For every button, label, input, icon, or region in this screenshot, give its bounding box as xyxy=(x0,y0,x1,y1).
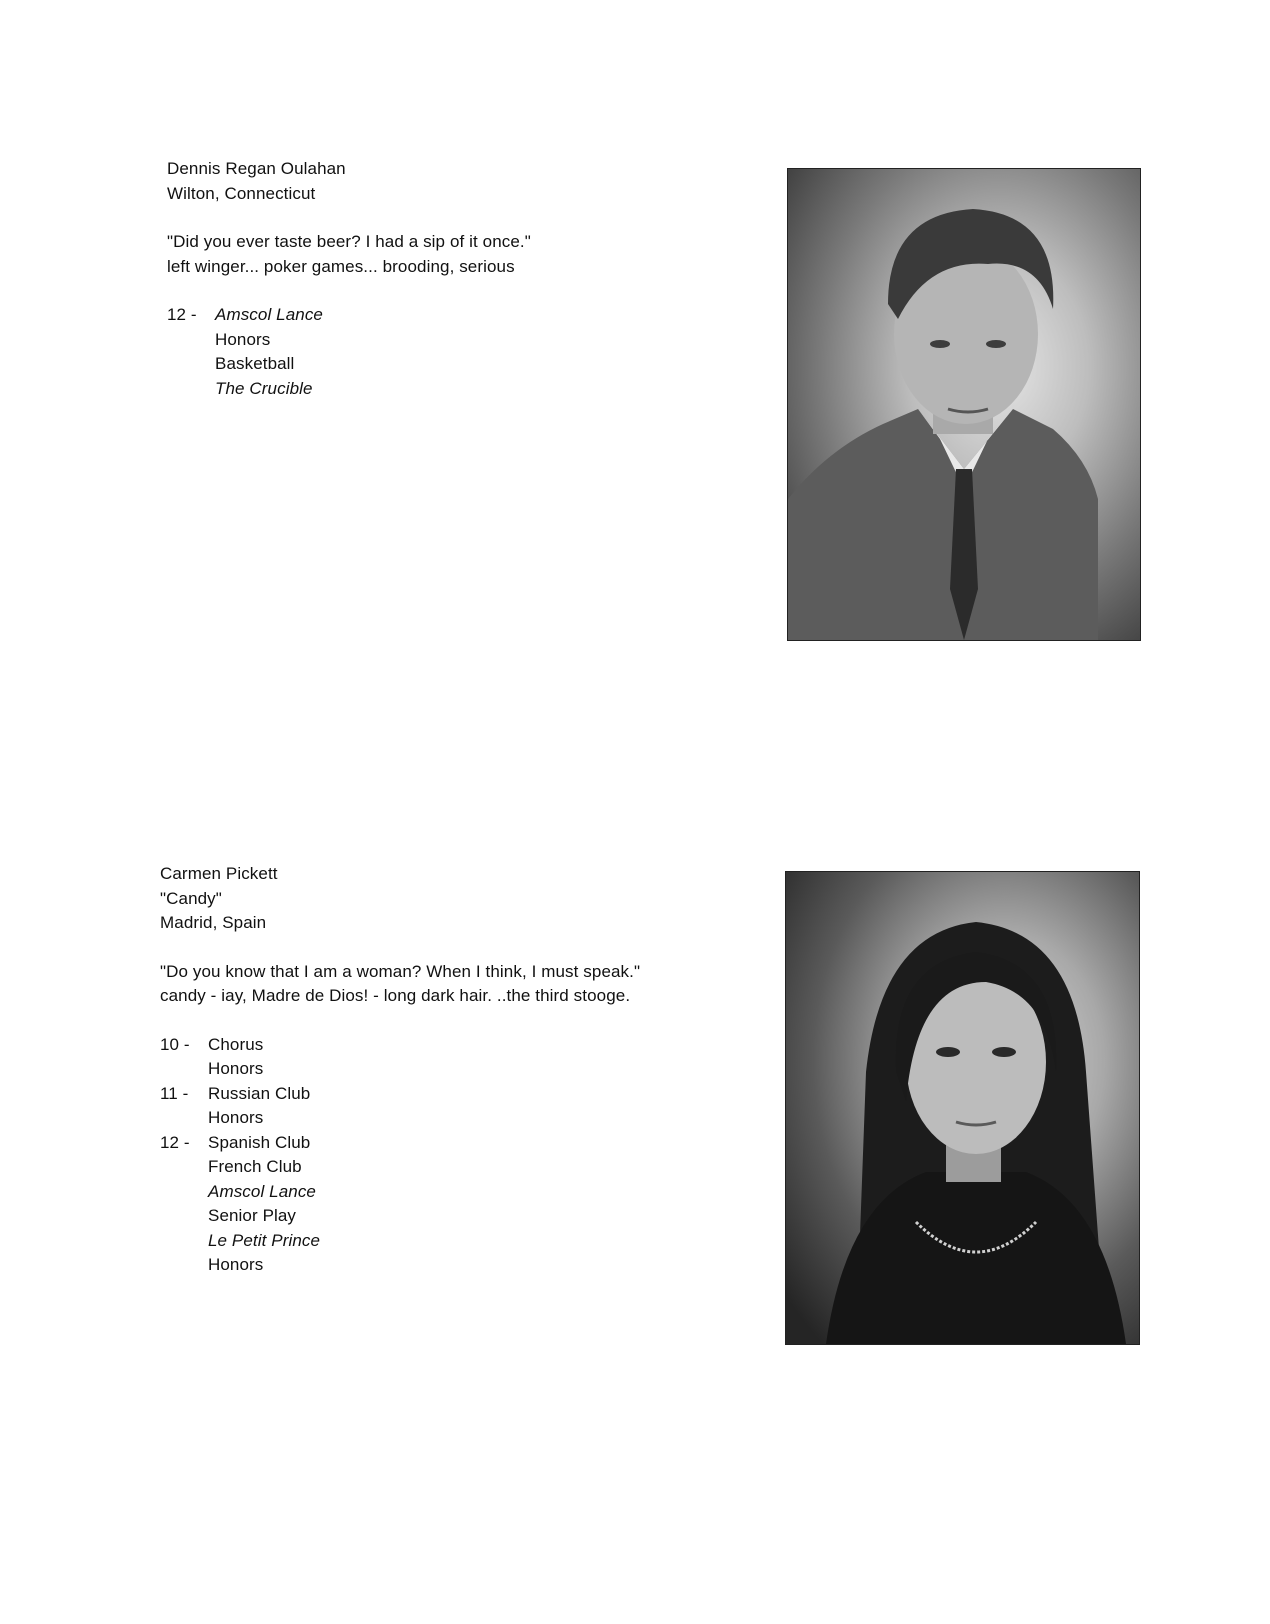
activity-year xyxy=(160,1204,208,1229)
portrait-photo-pickett xyxy=(785,871,1140,1345)
portrait-photo-icon xyxy=(788,169,1140,640)
student-descriptors: candy - iay, Madre de Dios! - long dark hair. ..the third stooge. xyxy=(160,986,631,1005)
student-name: Carmen Pickett xyxy=(160,864,278,883)
student-name: Dennis Regan Oulahan xyxy=(167,159,346,178)
student-quote: "Do you know that I am a woman? When I think, I must speak." xyxy=(160,961,641,981)
activity-item: Le Petit Prince xyxy=(208,1230,321,1250)
student-hometown: Madrid, Spain xyxy=(160,913,267,932)
activity-item: Spanish Club xyxy=(208,1132,311,1152)
activities-list xyxy=(160,1033,640,1278)
portrait-photo-icon xyxy=(786,872,1139,1344)
activity-item: Basketball xyxy=(215,354,295,373)
student-descriptors: left winger... poker games... brooding, serious xyxy=(167,256,515,276)
activity-item: Chorus xyxy=(208,1034,264,1054)
activity-item: Senior Play xyxy=(208,1206,297,1225)
activity-year xyxy=(160,1253,208,1278)
activity-year xyxy=(167,328,215,353)
activity-year xyxy=(160,1229,208,1254)
activities-list xyxy=(167,303,531,401)
activity-item: Honors xyxy=(208,1059,264,1078)
activity-item: French Club xyxy=(208,1157,302,1176)
activity-item: Honors xyxy=(208,1108,264,1127)
activity-year xyxy=(167,377,215,402)
activity-item: Amscol Lance xyxy=(208,1181,316,1201)
spacer xyxy=(160,1009,640,1033)
spacer xyxy=(167,279,531,303)
activity-year xyxy=(160,1155,208,1180)
student-entry-pickett xyxy=(160,862,640,1278)
portrait-photo-oulahan xyxy=(787,168,1141,641)
activity-item: Honors xyxy=(215,329,271,349)
activity-item: The Crucible xyxy=(215,378,313,398)
spacer xyxy=(160,936,640,960)
activity-year: 12 - xyxy=(160,1132,190,1152)
activity-item: Honors xyxy=(208,1255,264,1274)
student-quote: "Did you ever taste beer? I had a sip of it once." xyxy=(167,232,531,251)
activity-year: 10 - xyxy=(160,1034,190,1054)
spacer xyxy=(167,206,531,230)
activity-year xyxy=(160,1106,208,1131)
student-nickname: "Candy" xyxy=(160,888,222,908)
student-hometown: Wilton, Connecticut xyxy=(167,183,316,203)
activity-year: 12 - xyxy=(167,305,197,324)
activity-year: 11 - xyxy=(160,1083,189,1103)
activity-item: Amscol Lance xyxy=(215,305,323,324)
activity-item: Russian Club xyxy=(208,1083,311,1103)
student-entry-oulahan xyxy=(167,157,531,401)
activity-year xyxy=(160,1180,208,1205)
activity-year xyxy=(167,352,215,377)
activity-year xyxy=(160,1057,208,1082)
